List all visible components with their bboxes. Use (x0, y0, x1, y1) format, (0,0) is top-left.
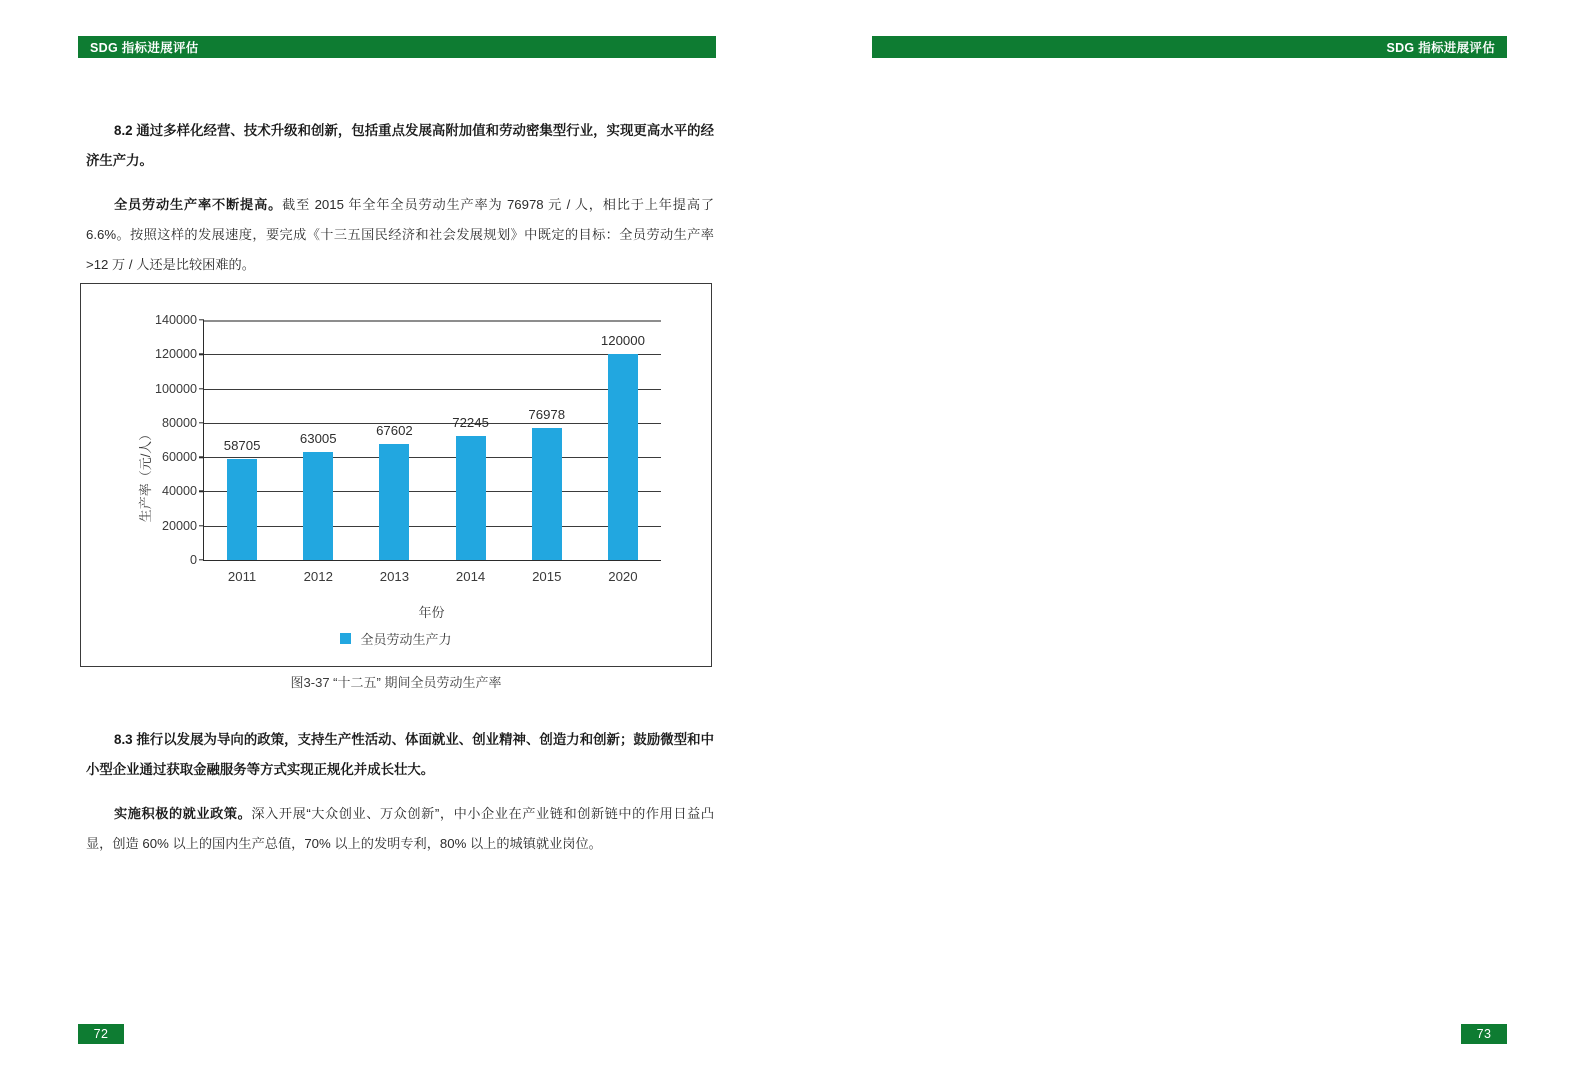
chart-x-axis-title: 年份 (418, 605, 445, 620)
chart-y-tick-label: 40000 (161, 484, 197, 499)
figure-3-37-box (80, 283, 712, 667)
chart-gridline (204, 457, 661, 458)
chart-bar (608, 354, 638, 560)
chart-gridline (204, 423, 661, 424)
chart-plot-area (154, 313, 661, 584)
chart-y-tick-mark (199, 422, 204, 423)
chart-data-label: 72245 (452, 415, 489, 431)
chart-gridline (204, 491, 661, 492)
chart-y-tick-mark (199, 456, 204, 457)
chart-y-tick-mark (199, 388, 204, 389)
running-header-left (78, 36, 716, 58)
chart-gridline (204, 389, 661, 390)
chart-data-label: 76978 (528, 407, 566, 423)
figure-caption: 图3-37 “十二五” 期间全员劳动生产率 (290, 675, 502, 690)
chart-x-tick-label: 2012 (303, 569, 333, 584)
page-number-left: 72 (78, 1024, 124, 1044)
chart-data-label: 120000 (600, 333, 645, 349)
left-page-text-bottom (86, 725, 714, 859)
chart-y-tick-mark (199, 491, 204, 492)
goal-8-3-heading: 8.3 推行以发展为导向的政策，支持生产性活动、体面就业、创业精神、创造力和创新；鼓励微型和中小型企业通过获取金融服务等方式实现正规化并成长壮大。 (86, 732, 714, 777)
chart-bar (227, 459, 257, 560)
chart-data-label: 58705 (223, 438, 261, 454)
chart-y-tick-mark (199, 354, 204, 355)
paragraph-8-2 (86, 190, 714, 280)
chart-y-tick-label: 60000 (161, 450, 197, 465)
legend-swatch-icon (340, 633, 351, 644)
paragraph-8-2-lead: 全员劳动生产率不断提高。 (114, 197, 283, 212)
chart-y-tick-mark (199, 559, 204, 560)
chart-y-tick-mark (199, 319, 204, 320)
chart-gridline (204, 526, 661, 527)
bar-chart (81, 284, 711, 666)
chart-y-tick-label: 120000 (154, 347, 197, 362)
right-page (794, 0, 1587, 1077)
goal-8-2-heading: 8.2 通过多样化经营、技术升级和创新，包括重点发展高附加值和劳动密集型行业，实现更高水平的经济生产力。 (86, 123, 714, 168)
header-title: SDG 指标进展评估 (1386, 41, 1495, 55)
paragraph-8-3-body: 深入开展“大众创业、万众创新”，中小企业在产业链和创新链中的作用日益凸显，创造 60% 以上的国内生产总值，70% 以上的发明专利，80% 以上的城镇就业岗位。 (86, 806, 715, 851)
chart-y-tick-label: 0 (189, 553, 197, 567)
chart-data-label: 67602 (376, 423, 413, 439)
chart-x-tick-label: 2011 (227, 569, 257, 584)
paragraph-8-3 (86, 799, 714, 859)
header-title: SDG 指标进展评估 (90, 41, 199, 55)
chart-x-tick-label: 2020 (608, 569, 638, 584)
chart-y-tick-label: 100000 (154, 381, 197, 396)
chart-y-axis-title: 生产率（元/人） (137, 427, 153, 523)
chart-x-tick-label: 2015 (532, 569, 562, 584)
left-page-text-top (86, 116, 714, 280)
chart-bar (532, 428, 562, 560)
paragraph-8-3-lead: 实施积极的就业政策。 (114, 806, 252, 821)
chart-y-tick-mark (199, 525, 204, 526)
chart-gridline (204, 354, 661, 355)
chart-bar (379, 444, 409, 560)
chart-data-label: 63005 (299, 431, 337, 446)
paragraph-8-2-body: 截至 2015 年全年全员劳动生产率为 76978 元 / 人，相比于上年提高了 6.6%。按照这样的发展速度，要完成《十三五国民经济和社会发展规划》中既定的目标：全员劳动生产率 >12 万 / 人还是比较困难的。 (86, 197, 715, 272)
running-header-right (872, 36, 1508, 58)
chart-x-tick-label: 2013 (379, 569, 410, 584)
chart-legend (81, 629, 711, 648)
chart-y-tick-label: 140000 (154, 313, 197, 327)
page-number-right: 73 (1461, 1024, 1507, 1044)
chart-x-tick-label: 2014 (455, 569, 486, 584)
chart-gridline (204, 320, 661, 322)
chart-bar (303, 452, 333, 560)
chart-y-tick-label: 20000 (161, 518, 197, 533)
legend-label: 全员劳动生产力 (360, 632, 452, 647)
chart-y-tick-label: 80000 (161, 415, 197, 430)
chart-bar (456, 436, 486, 560)
